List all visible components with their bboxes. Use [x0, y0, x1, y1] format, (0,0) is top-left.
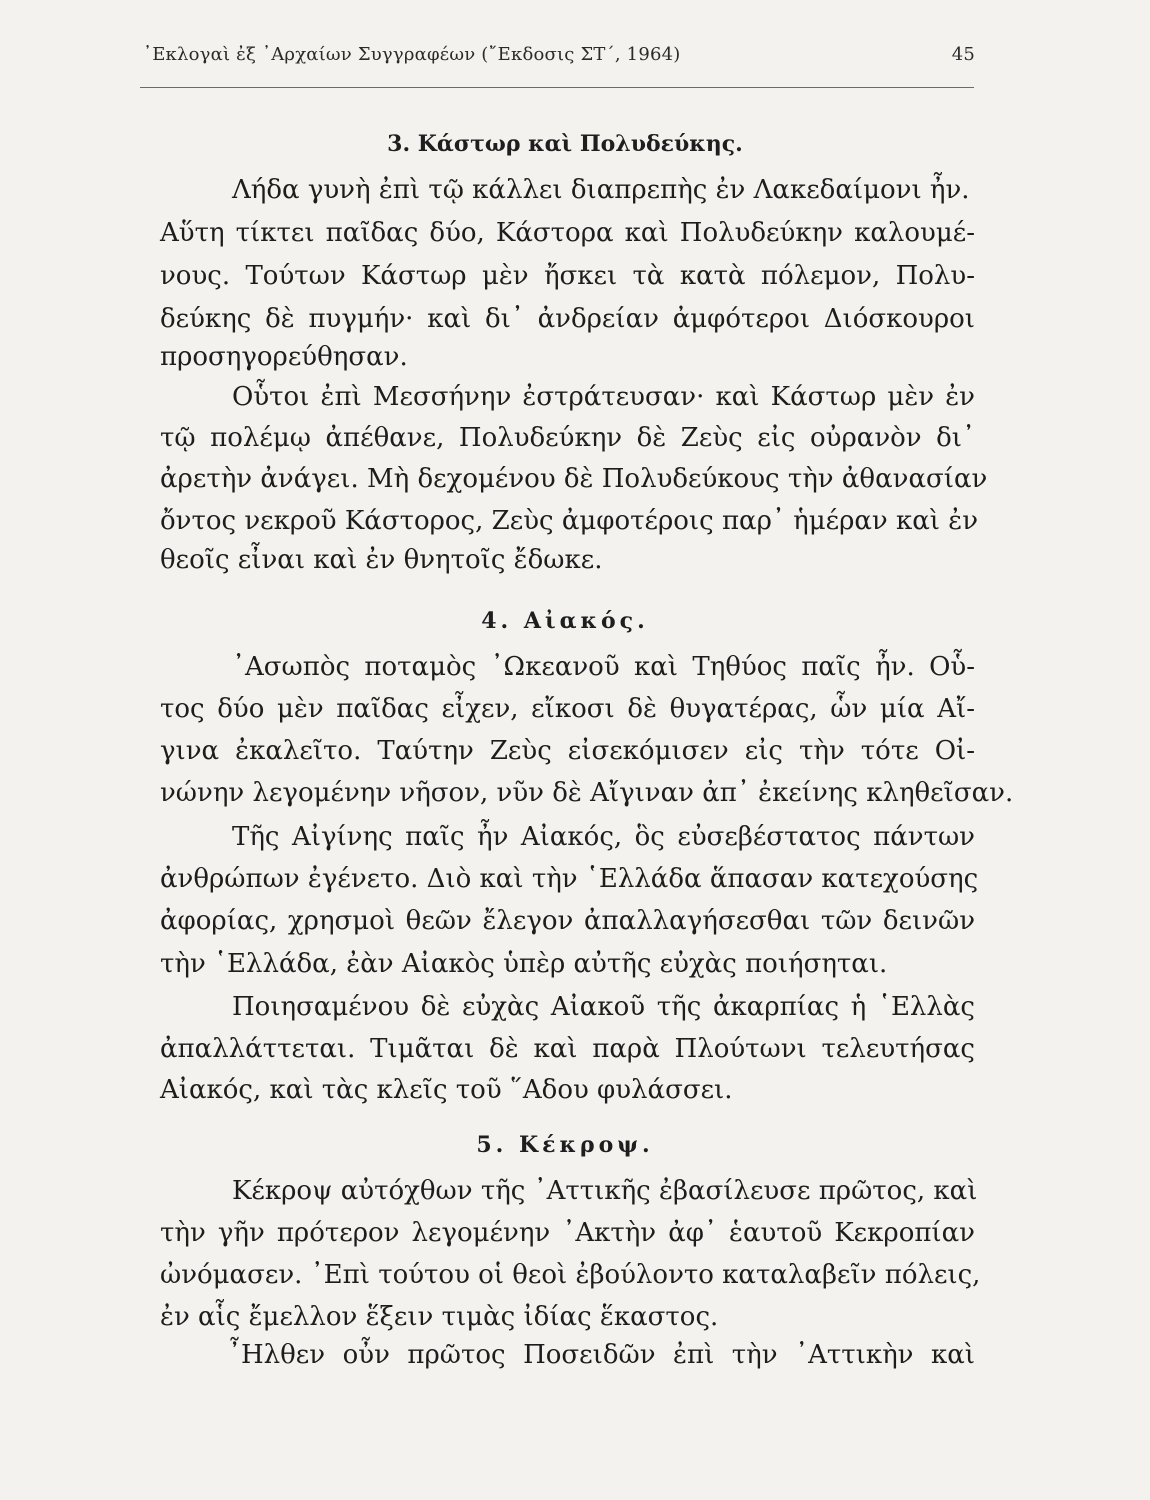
paragraph-line: τῷ πολέμῳ ἀπέθανε, Πολυδεύκην δὲ Ζεὺς εἰς οὐρανὸν δι᾿ — [160, 423, 975, 453]
paragraph-line: ἀπαλλάττεται. Τιμᾶται δὲ καὶ παρὰ Πλούτωνι τελευτήσας — [160, 1034, 975, 1064]
paragraph-line: Αἰακός, καὶ τὰς κλεῖς τοῦ ῞Αδου φυλάσσει. — [160, 1075, 733, 1105]
paragraph-line: ὄντος νεκροῦ Κάστορος, Ζεὺς ἀμφοτέροις παρ᾿ ἡμέραν καὶ ἐν — [160, 506, 979, 536]
paragraph-line: δεύκης δὲ πυγμήν· καὶ δι᾿ ἀνδρείαν ἀμφότεροι Διόσκουροι — [160, 304, 975, 334]
paragraph-line: ἀρετὴν ἀνάγει. Μὴ δεχομένου δὲ Πολυδεύκους τὴν ἀθανασίαν — [160, 464, 988, 494]
paragraph-line: τος δύο μὲν παῖδας εἶχεν, εἴκοσι δὲ θυγατέρας, ὧν μία Αἴ- — [160, 694, 975, 724]
section-title-castor-pollux: 3. Κάστωρ καὶ Πολυδεύκης. — [387, 131, 743, 157]
paragraph-line: ὠνόμασεν. ᾿Επὶ τούτου οἱ θεοὶ ἐβούλοντο καταλαβεῖν πόλεις, — [160, 1260, 981, 1290]
paragraph-line: Αὕτη τίκτει παῖδας δύο, Κάστορα καὶ Πολυδεύκην καλουμέ- — [160, 218, 975, 248]
paragraph-line: νους. Τούτων Κάστωρ μὲν ἤσκει τὰ κατὰ πόλεμον, Πολυ- — [160, 261, 975, 291]
paragraph-line: Οὗτοι ἐπὶ Μεσσήνην ἐστράτευσαν· καὶ Κάστωρ μὲν ἐν — [232, 382, 975, 412]
paragraph-line: τὴν γῆν πρότερον λεγομένην ᾿Ακτὴν ἀφ᾿ ἑαυτοῦ Κεκροπίαν — [160, 1218, 975, 1248]
paragraph-line: Τῆς Αἰγίνης παῖς ἦν Αἰακός, ὃς εὐσεβέστατος πάντων — [232, 822, 975, 852]
paragraph-line: θεοῖς εἶναι καὶ ἐν θνητοῖς ἔδωκε. — [160, 545, 603, 575]
section-title-aeacus: 4. Αἰακός. — [481, 608, 649, 634]
paragraph-line: Λήδα γυνὴ ἐπὶ τῷ κάλλει διαπρεπὴς ἐν Λακεδαίμονι ἦν. — [232, 175, 970, 205]
paragraph-line: ἀνθρώπων ἐγένετο. Διὸ καὶ τὴν ῾Ελλάδα ἅπασαν κατεχούσης — [160, 864, 979, 894]
paragraph-line: ῏Ηλθεν οὖν πρῶτος Ποσειδῶν ἐπὶ τὴν ᾿Αττικὴν καὶ — [228, 1340, 975, 1370]
paragraph-line: τὴν ῾Ελλάδα, ἐὰν Αἰακὸς ὑπὲρ αὐτῆς εὐχὰς ποιήσηται. — [160, 949, 888, 979]
paragraph-line: ἀφορίας, χρησμοὶ θεῶν ἔλεγον ἀπαλλαγήσεσθαι τῶν δεινῶν — [160, 906, 975, 936]
paragraph-line: Κέκροψ αὐτόχθων τῆς ᾿Αττικῆς ἐβασίλευσε πρῶτος, καὶ — [232, 1176, 978, 1206]
paragraph-line: ᾿Ασωπὸς ποταμὸς ᾿Ωκεανοῦ καὶ Τηθύος παῖς ἦν. Οὗ- — [232, 652, 975, 682]
running-title: ᾿Εκλογαὶ ἐξ ᾿Αρχαίων Συγγραφέων (῎Εκδοσις ΣΤ΄, 1964) — [143, 44, 681, 65]
paragraph-line: ἐν αἷς ἔμελλον ἕξειν τιμὰς ἰδίας ἕκαστος. — [160, 1302, 719, 1332]
running-head — [143, 44, 975, 65]
paragraph-line: γινα ἐκαλεῖτο. Ταύτην Ζεὺς εἰσεκόμισεν εἰς τὴν τότε Οἰ- — [160, 736, 975, 766]
page-number: 45 — [951, 44, 975, 65]
header-rule — [140, 87, 974, 88]
section-title-cecrops: 5. Κέκροψ. — [476, 1132, 654, 1158]
paragraph-line: Ποιησαμένου δὲ εὐχὰς Αἰακοῦ τῆς ἀκαρπίας ἡ ῾Ελλὰς — [232, 992, 975, 1022]
paragraph-line: νώνην λεγομένην νῆσον, νῦν δὲ Αἴγιναν ἀπ᾿ ἐκείνης κληθεῖσαν. — [160, 778, 1014, 808]
paragraph-line: προσηγορεύθησαν. — [160, 342, 408, 372]
